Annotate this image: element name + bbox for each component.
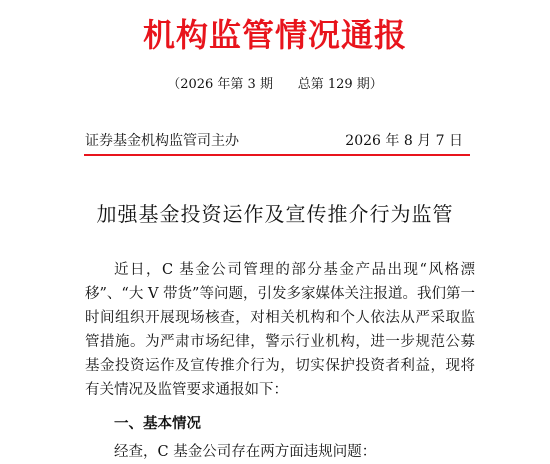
organizer: 证券基金机构监管司主办 <box>85 133 239 149</box>
document-title: 加强基金投资运作及宣传推介行为监管 <box>96 202 454 226</box>
issue-number: （2026 年第 3 期 总第 129 期） <box>167 77 383 92</box>
section-heading: 一、基本情况 <box>114 416 201 432</box>
publication-date: 2026 年 8 月 7 日 <box>345 133 463 149</box>
intro-paragraph: 近日，C 基金公司管理的部分基金产品出现“风格漂移”、“大 V 带货”等问题，引发多家媒体关注报道。我们第一时间组织开展现场核查，对相关机构和个人依法从严采取监管措施。为严肃市场纪律，警示行业机构，进一步规范公募基金投资运作及宣传推介行为，切实保护投资者利益，现将有关情况及监管要求通报如下： <box>85 262 475 398</box>
red-divider <box>84 154 470 156</box>
masthead-title: 机构监管情况通报 <box>142 16 407 54</box>
section-paragraph: 经查，C 基金公司存在两方面违规问题： <box>114 444 377 460</box>
